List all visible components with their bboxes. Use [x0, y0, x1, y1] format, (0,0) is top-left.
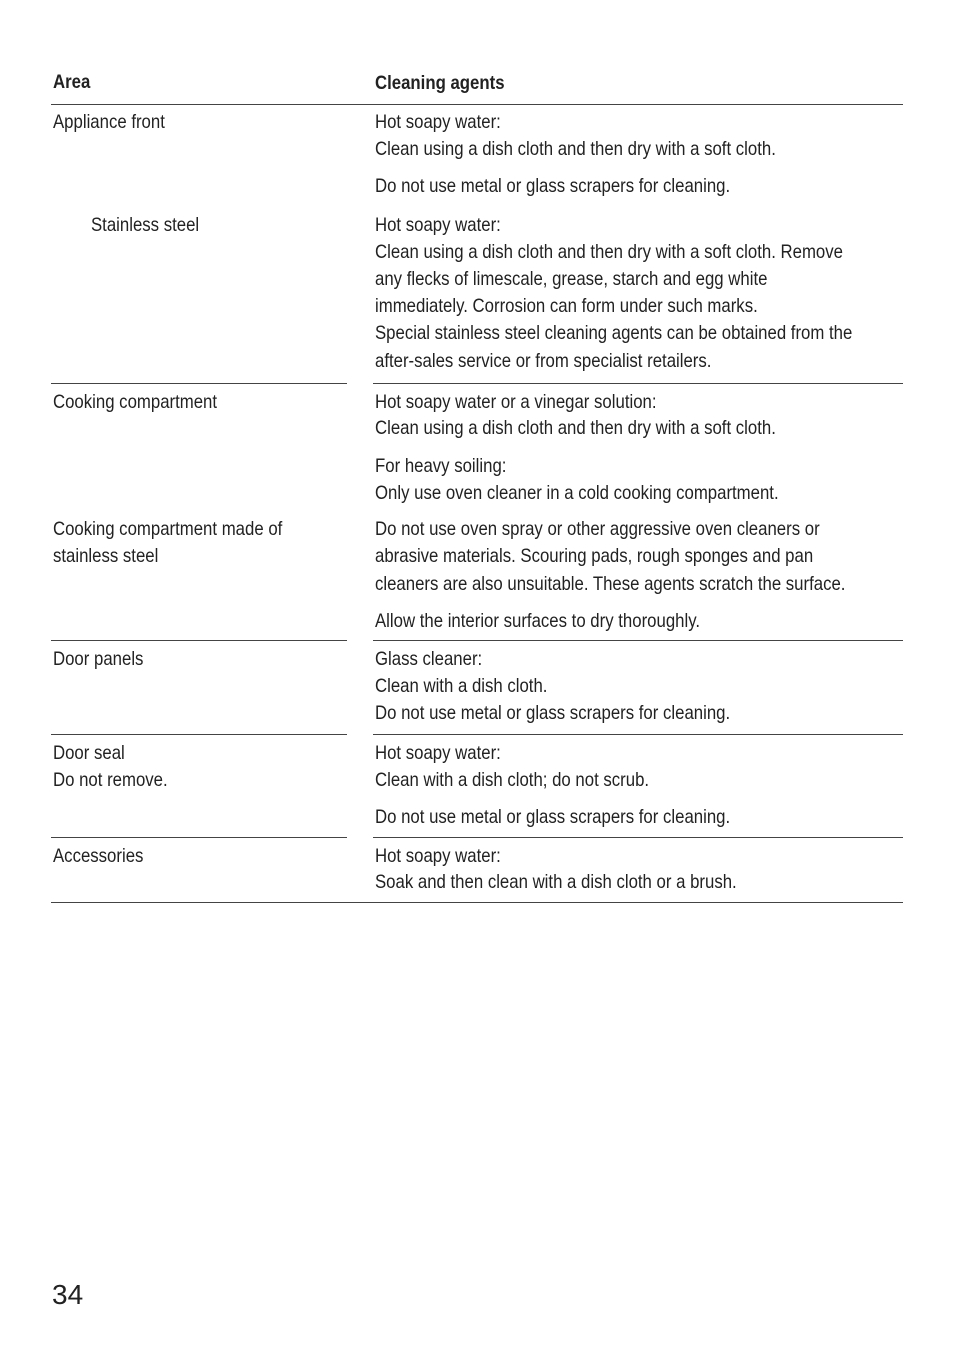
agent-line: For heavy soiling: — [375, 455, 507, 477]
page-number: 34 — [52, 1279, 84, 1310]
row-rule — [51, 383, 347, 384]
row-rule — [373, 837, 903, 838]
area-door-seal: Door seal — [53, 742, 125, 764]
table-bottom-rule — [51, 902, 903, 903]
header-cleaning-agents: Cleaning agents — [375, 72, 505, 94]
agent-line: Clean with a dish cloth. — [375, 675, 548, 697]
row-rule — [373, 734, 903, 735]
agent-line: abrasive materials. Scouring pads, rough sponges and pan — [375, 545, 814, 567]
agent-line: Glass cleaner: — [375, 648, 483, 670]
agent-line: Clean using a dish cloth and then dry with a soft cloth. Remove — [375, 241, 843, 263]
agent-line: Clean using a dish cloth and then dry with a soft cloth. — [375, 138, 776, 160]
agent-line: Do not use metal or glass scrapers for cleaning. — [375, 806, 731, 828]
area-cooking-compartment-stainless: stainless steel — [53, 545, 159, 567]
row-rule — [51, 734, 347, 735]
agent-line: after-sales service or from specialist retailers. — [375, 350, 712, 372]
row-rule — [373, 640, 903, 641]
area-cooking-compartment-stainless: Cooking compartment made of — [53, 518, 283, 540]
header-rule — [51, 104, 903, 105]
agent-line: Clean with a dish cloth; do not scrub. — [375, 769, 650, 791]
agent-line: cleaners are also unsuitable. These agents scratch the surface. — [375, 573, 846, 595]
agent-line: Soak and then clean with a dish cloth or a brush. — [375, 871, 737, 893]
agent-line: Hot soapy water: — [375, 845, 501, 867]
agent-line: Allow the interior surfaces to dry thoroughly. — [375, 610, 700, 632]
agent-line: any flecks of limescale, grease, starch and egg white — [375, 268, 768, 290]
agent-line: immediately. Corrosion can form under such marks. — [375, 295, 758, 317]
row-rule — [51, 640, 347, 641]
header-area: Area — [53, 71, 91, 93]
area-cooking-compartment: Cooking compartment — [53, 391, 218, 413]
row-rule — [51, 837, 347, 838]
area-appliance-front: Appliance front — [53, 111, 165, 133]
area-door-panels: Door panels — [53, 648, 144, 670]
area-door-seal-note: Do not remove. — [53, 769, 168, 791]
agent-line: Do not use metal or glass scrapers for cleaning. — [375, 702, 731, 724]
agent-line: Do not use metal or glass scrapers for cleaning. — [375, 175, 731, 197]
agent-line: Hot soapy water: — [375, 742, 501, 764]
agent-line: Hot soapy water: — [375, 214, 501, 236]
agent-line: Special stainless steel cleaning agents can be obtained from the — [375, 322, 853, 344]
area-accessories: Accessories — [53, 845, 144, 867]
agent-line: Clean using a dish cloth and then dry with a soft cloth. — [375, 417, 776, 439]
row-rule — [373, 383, 903, 384]
agent-line: Do not use oven spray or other aggressive oven cleaners or — [375, 518, 820, 540]
agent-line: Only use oven cleaner in a cold cooking compartment. — [375, 482, 779, 504]
agent-line: Hot soapy water: — [375, 111, 501, 133]
agent-line: Hot soapy water or a vinegar solution: — [375, 391, 657, 413]
area-stainless-steel: Stainless steel — [91, 214, 200, 236]
